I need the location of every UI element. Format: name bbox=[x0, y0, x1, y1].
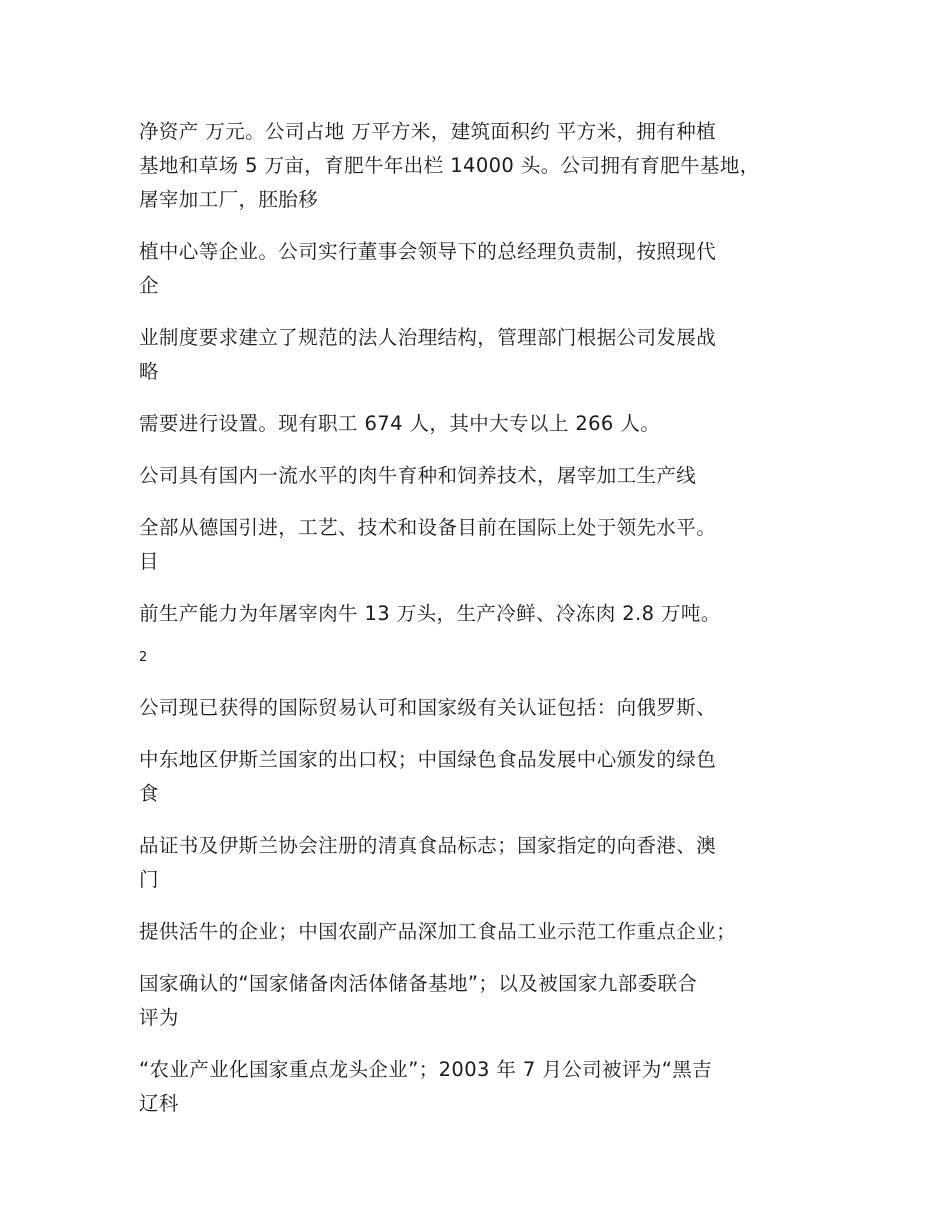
text-line: 公司具有国内一流水平的肉牛育种和饲养技术，屠宰加工生产线 bbox=[139, 464, 697, 487]
text-line: 品证书及伊斯兰协会注册的清真食品标志；国家指定的向香港、澳 bbox=[139, 834, 717, 857]
paragraph-4 bbox=[139, 407, 660, 441]
text-line: 国家确认的“国家储备肉活体储备基地”；以及被国家九部委联合 bbox=[139, 972, 698, 995]
paragraph-1 bbox=[139, 115, 760, 217]
text-line: 略 bbox=[139, 360, 159, 383]
text-line: 中东地区伊斯兰国家的出口权；中国绿色食品发展中心颁发的绿色 bbox=[139, 748, 717, 771]
text-line: 目 bbox=[139, 550, 159, 573]
text-line: 基地和草场 5 万亩，育肥牛年出栏 14000 头。公司拥有育肥牛基地， bbox=[139, 154, 760, 177]
page-number: 2 bbox=[139, 650, 148, 665]
text-line: 公司现已获得的国际贸易认可和国家级有关认证包括：向俄罗斯、 bbox=[139, 696, 717, 719]
text-line: 需要进行设置。现有职工 674 人，其中大专以上 266 人。 bbox=[139, 412, 661, 435]
paragraph-8 bbox=[139, 691, 716, 725]
paragraph-3 bbox=[139, 321, 716, 389]
text-line: 前生产能力为年屠宰肉牛 13 万头，生产冷鲜、冷冻肉 2.8 万吨。 bbox=[139, 602, 721, 625]
paragraph-12 bbox=[139, 967, 697, 1035]
text-line: “农业产业化国家重点龙头企业”；2003 年 7 月公司被评为“黑吉 bbox=[139, 1058, 713, 1081]
text-line: 植中心等企业。公司实行董事会领导下的总经理负责制，按照现代 bbox=[139, 240, 717, 263]
text-line: 业制度要求建立了规范的法人治理结构，管理部门根据公司发展战 bbox=[139, 326, 717, 349]
text-line: 食 bbox=[139, 782, 159, 805]
text-line: 提供活牛的企业；中国农副产品深加工食品工业示范工作重点企业； bbox=[139, 920, 737, 943]
paragraph-11 bbox=[139, 915, 736, 949]
paragraph-9 bbox=[139, 743, 716, 811]
paragraph-13 bbox=[139, 1053, 712, 1121]
paragraph-5 bbox=[139, 459, 696, 493]
paragraph-6 bbox=[139, 511, 716, 579]
text-line: 辽科 bbox=[139, 1092, 179, 1115]
paragraph-10 bbox=[139, 829, 716, 897]
text-line: 净资产 万元。公司占地 万平方米，建筑面积约 平方米，拥有种植 bbox=[139, 120, 716, 143]
paragraph-2 bbox=[139, 235, 716, 303]
text-line: 全部从德国引进，工艺、技术和设备目前在国际上处于领先水平。 bbox=[139, 516, 717, 539]
text-line: 门 bbox=[139, 868, 159, 891]
text-line: 评为 bbox=[139, 1006, 179, 1029]
text-line: 企 bbox=[139, 274, 159, 297]
text-line: 屠宰加工厂，胚胎移 bbox=[139, 188, 319, 211]
paragraph-7 bbox=[139, 597, 721, 631]
